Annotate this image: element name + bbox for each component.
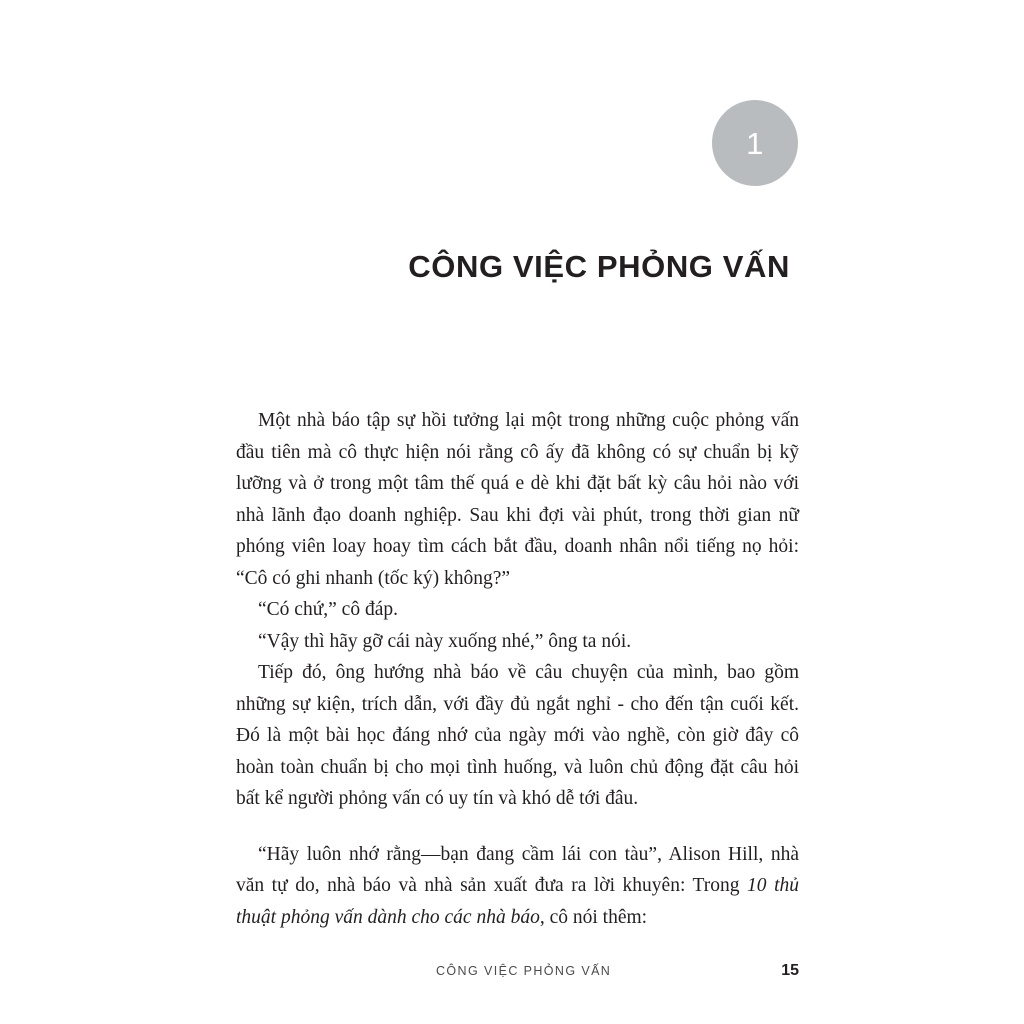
paragraph-3: “Vậy thì hãy gỡ cái này xuống nhé,” ông ta nói. — [258, 630, 632, 652]
paragraph-4: Tiếp đó, ông hướng nhà báo về câu chuyện của mình, bao gồm những sự kiện, trích dẫn, với đầy đủ ngắt nghỉ - cho đến tận cuối kết. Đó là một bài học đáng nhớ của ngày mới vào nghề, còn giờ đây cô hoàn toàn chuẩn bị cho mọi tình huống, và luôn chủ động đặt câu hỏi bất kể người phỏng vấn có uy tín và khó dễ tới đâu. — [236, 662, 799, 809]
book-title-citation: 10 thủ thuật phỏng vấn dành cho các nhà báo — [236, 875, 799, 928]
page-number: 15 — [781, 962, 799, 979]
body-text — [236, 405, 799, 933]
running-head: CÔNG VIỆC PHỎNG VẤN — [436, 964, 612, 978]
paragraph-1: Một nhà báo tập sự hồi tưởng lại một trong những cuộc phỏng vấn đầu tiên mà cô thực hiện nói rằng cô ấy đã không có sự chuẩn bị kỹ lưỡng và ở trong một tâm thế quá e dè khi đặt bất kỳ câu hỏi nào với nhà lãnh đạo doanh nghiệp. Sau khi đợi vài phút, trong thời gian nữ phóng viên loay hoay tìm cách bắt đầu, doanh nhân nổi tiếng nọ hỏi: “Cô có ghi nhanh (tốc ký) không?” — [236, 410, 799, 589]
paragraph-5 — [236, 839, 799, 934]
page-footer — [236, 962, 799, 980]
chapter-number-badge — [712, 100, 798, 186]
paragraph-5-lead: “Hãy luôn nhớ rằng—bạn đang cầm lái con tàu”, Alison Hill, nhà văn tự do, nhà báo và nhà sản xuất đưa ra lời khuyên: Trong — [236, 843, 799, 896]
page-title: CÔNG VIỆC PHỎNG VẤN — [408, 248, 790, 284]
chapter-number: 1 — [746, 125, 764, 161]
paragraph-5-tail: , cô nói thêm: — [539, 906, 648, 928]
paragraph-2: “Có chứ,” cô đáp. — [258, 599, 398, 620]
